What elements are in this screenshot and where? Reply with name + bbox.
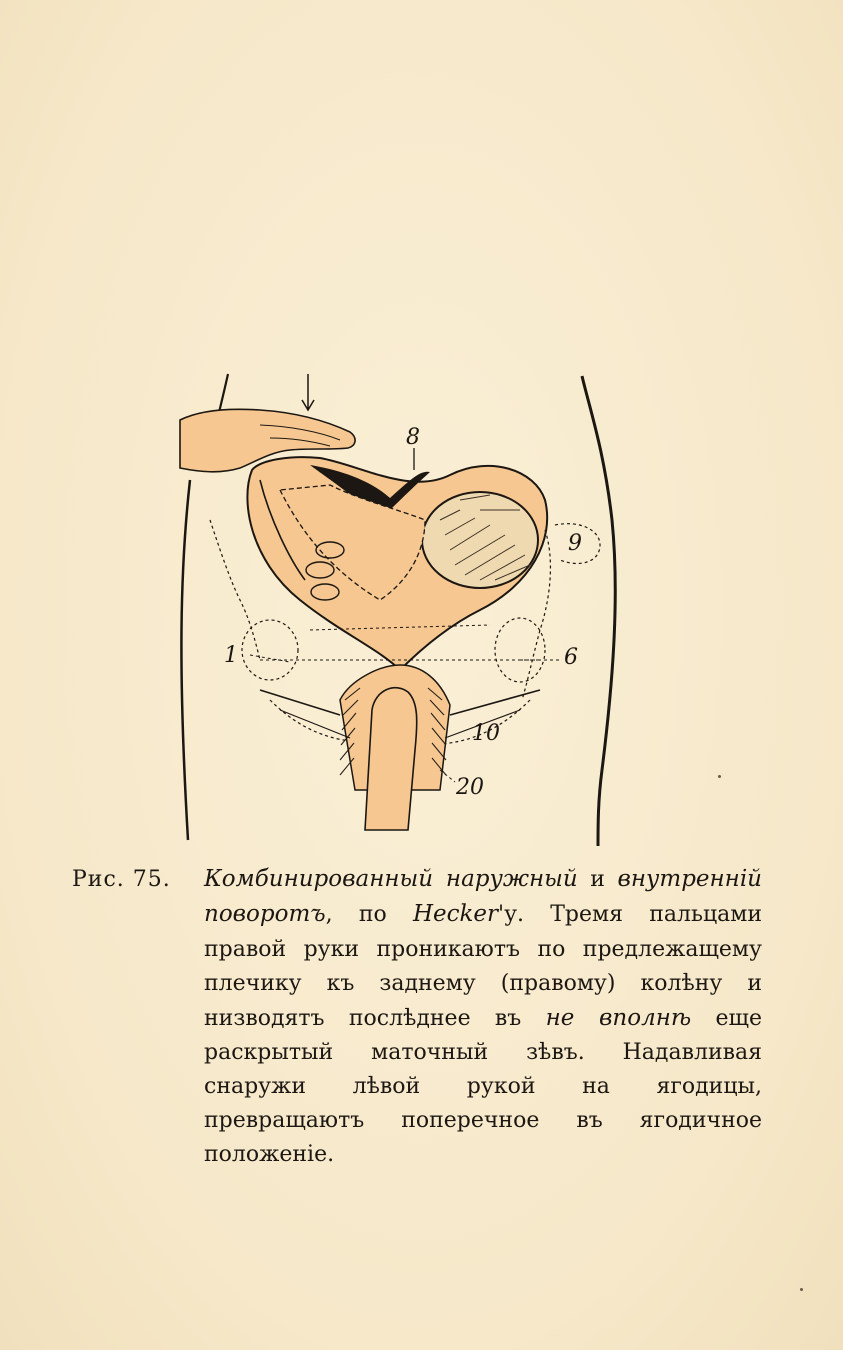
body-contour-left xyxy=(181,480,190,840)
caption-by: , по xyxy=(325,902,413,928)
label-9: 9 xyxy=(568,531,582,556)
caption-body xyxy=(204,862,762,1171)
fetal-head xyxy=(422,492,538,588)
right-hip-joint xyxy=(495,618,545,682)
paper-speck xyxy=(800,1288,803,1291)
paper-speck xyxy=(718,775,721,778)
label-1: 1 xyxy=(224,643,238,668)
caption-emphasis: не вполнѣ xyxy=(545,1004,692,1031)
label-8: 8 xyxy=(406,425,420,450)
label-6: 6 xyxy=(564,645,578,670)
caption-title-part1: Комбинированный наружный xyxy=(204,866,578,892)
figure-number: Рис. 75. xyxy=(72,867,171,892)
caption-author: Hecker xyxy=(412,901,499,928)
pressure-arrow xyxy=(302,374,314,410)
leader-1 xyxy=(250,655,290,662)
internal-hand-arm xyxy=(365,688,417,830)
anatomical-illustration xyxy=(160,370,640,850)
caption-text-1: Тремя пальцами правой руки проникаютъ по предлежащему плечику къ заднему (правому) колѣну и низводятъ послѣднее въ xyxy=(204,902,762,1031)
caption-and: и xyxy=(577,867,618,892)
left-hip-joint xyxy=(242,620,298,680)
body-contour-right xyxy=(582,376,615,846)
caption-row xyxy=(72,862,762,1171)
ligament-right xyxy=(450,690,540,715)
illustration-drawing xyxy=(160,370,640,850)
caption-author-suffix: 'у. xyxy=(498,902,525,928)
label-10: 10 xyxy=(472,721,500,746)
ligament-left xyxy=(260,690,340,715)
figure-caption xyxy=(72,862,762,1171)
caption-text-2: еще раскрытый маточный зѣвъ. Надавливая снаружи лѣвой рукой на ягодицы, превращаютъ поперечное въ ягодичное положеніе. xyxy=(204,1005,762,1167)
label-20: 20 xyxy=(456,775,484,800)
pelvis-left-dotted xyxy=(210,520,260,660)
caption-title-part2: внутренній поворотъ xyxy=(204,866,762,928)
